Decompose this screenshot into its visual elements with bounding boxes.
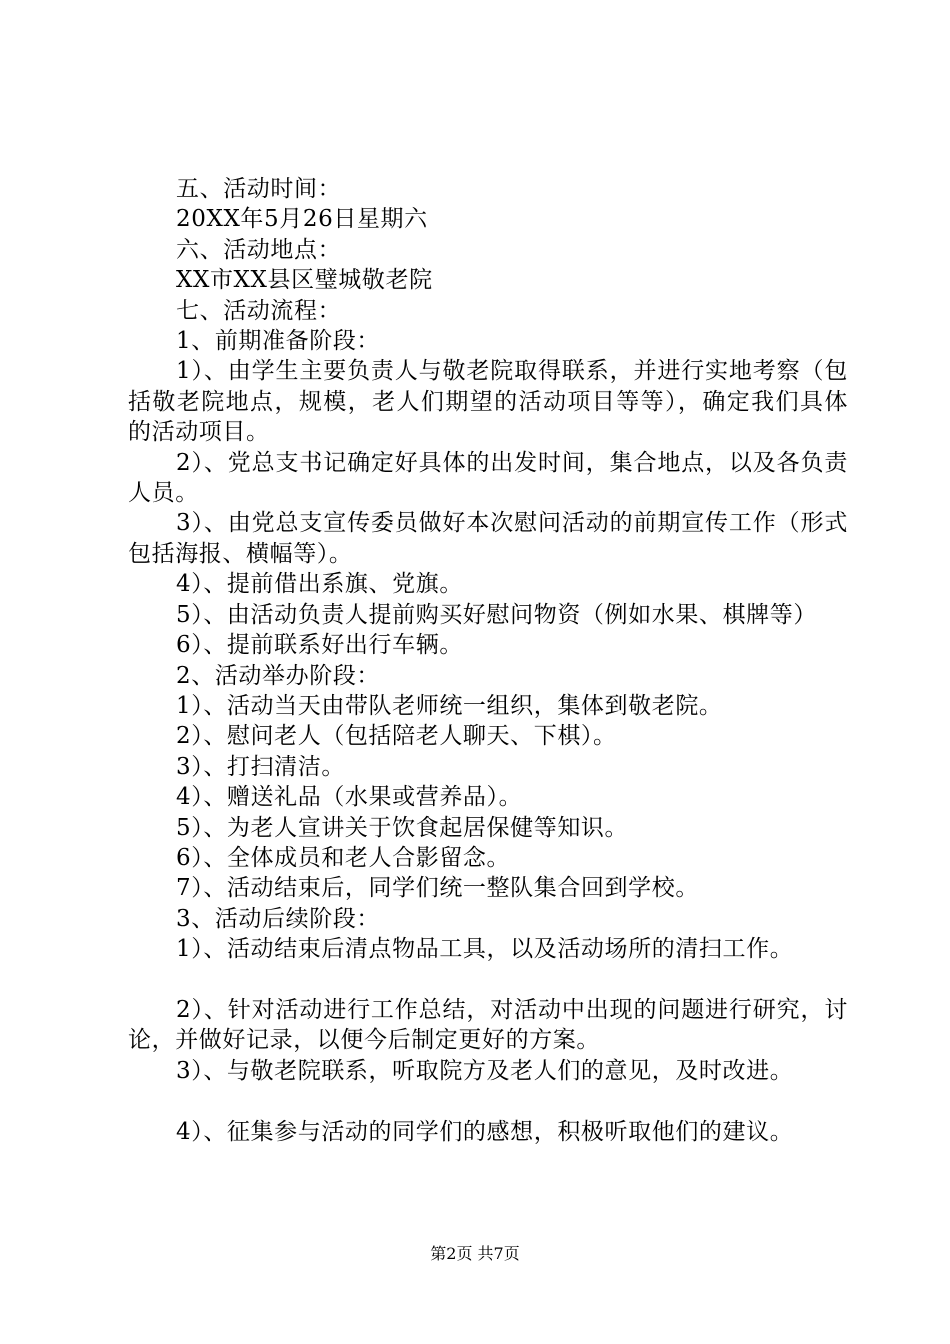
paragraph-stage-3-heading: 3、活动后续阶段： — [176, 905, 381, 932]
paragraph-activity-location: XX市XX县区璧城敬老院 — [176, 267, 433, 294]
paragraph-stage-3-item-3: 3）、与敬老院联系，听取院方及老人们的意见，及时改进。 — [176, 1057, 794, 1084]
paragraph-stage-2-item-7: 7）、活动结束后，同学们统一整队集合回到学校。 — [176, 875, 699, 902]
paragraph-stage-1-item-4: 4）、提前借出系旗、党旗。 — [176, 571, 463, 598]
paragraph-section-5-heading: 五、活动时间： — [176, 176, 342, 202]
paragraph-section-7-heading: 七、活动流程： — [176, 297, 342, 324]
paragraph-stage-3-item-1: 1）、活动结束后清点物品工具，以及活动场所的清扫工作。 — [176, 936, 794, 963]
paragraph-stage-3-item-4: 4）、征集参与活动的同学们的感想，积极听取他们的建议。 — [176, 1118, 794, 1145]
page-number-footer: 第2页 共7页 — [430, 1244, 520, 1263]
paragraph-stage-2-item-1: 1）、活动当天由带队老师统一组织，集体到敬老院。 — [176, 692, 723, 719]
paragraph-stage-3-item-2: 2）、针对活动进行工作总结，对活动中出现的问题进行研究，讨论，并做好记录，以便今后制定更好的方案。 — [128, 996, 848, 1054]
paragraph-stage-2-item-5: 5）、为老人宣讲关于饮食起居保健等知识。 — [176, 814, 629, 841]
paragraph-stage-1-item-2: 2）、党总支书记确定好具体的出发时间，集合地点，以及各负责人员。 — [128, 449, 848, 507]
paragraph-stage-2-heading: 2、活动举办阶段： — [176, 662, 381, 689]
paragraph-stage-2-item-3: 3）、打扫清洁。 — [176, 753, 345, 780]
paragraph-stage-2-item-6: 6）、全体成员和老人合影留念。 — [176, 844, 511, 871]
paragraph-stage-1-item-1: 1）、由学生主要负责人与敬老院取得联系，并进行实地考察（包括敬老院地点，规模，老人们期望的活动项目等等），确定我们具体的活动项目。 — [128, 358, 848, 446]
paragraph-section-6-heading: 六、活动地点： — [176, 236, 342, 263]
paragraph-activity-date: 20XX年5月26日星期六 — [176, 206, 428, 233]
paragraph-stage-1-item-6: 6）、提前联系好出行车辆。 — [176, 632, 463, 659]
document-body — [128, 174, 848, 1147]
paragraph-stage-2-item-4: 4）、赠送礼品（水果或营养品）。 — [176, 784, 523, 811]
paragraph-stage-1-item-3: 3）、由党总支宣传委员做好本次慰问活动的前期宣传工作（形式包括海报、横幅等）。 — [128, 510, 848, 567]
paragraph-stage-1-heading: 1、前期准备阶段： — [176, 328, 381, 355]
paragraph-stage-2-item-2: 2）、慰问老人（包括陪老人聊天、下棋）。 — [176, 723, 617, 750]
paragraph-stage-1-item-5: 5）、由活动负责人提前购买好慰问物资（例如水果、棋牌等） — [176, 601, 817, 628]
